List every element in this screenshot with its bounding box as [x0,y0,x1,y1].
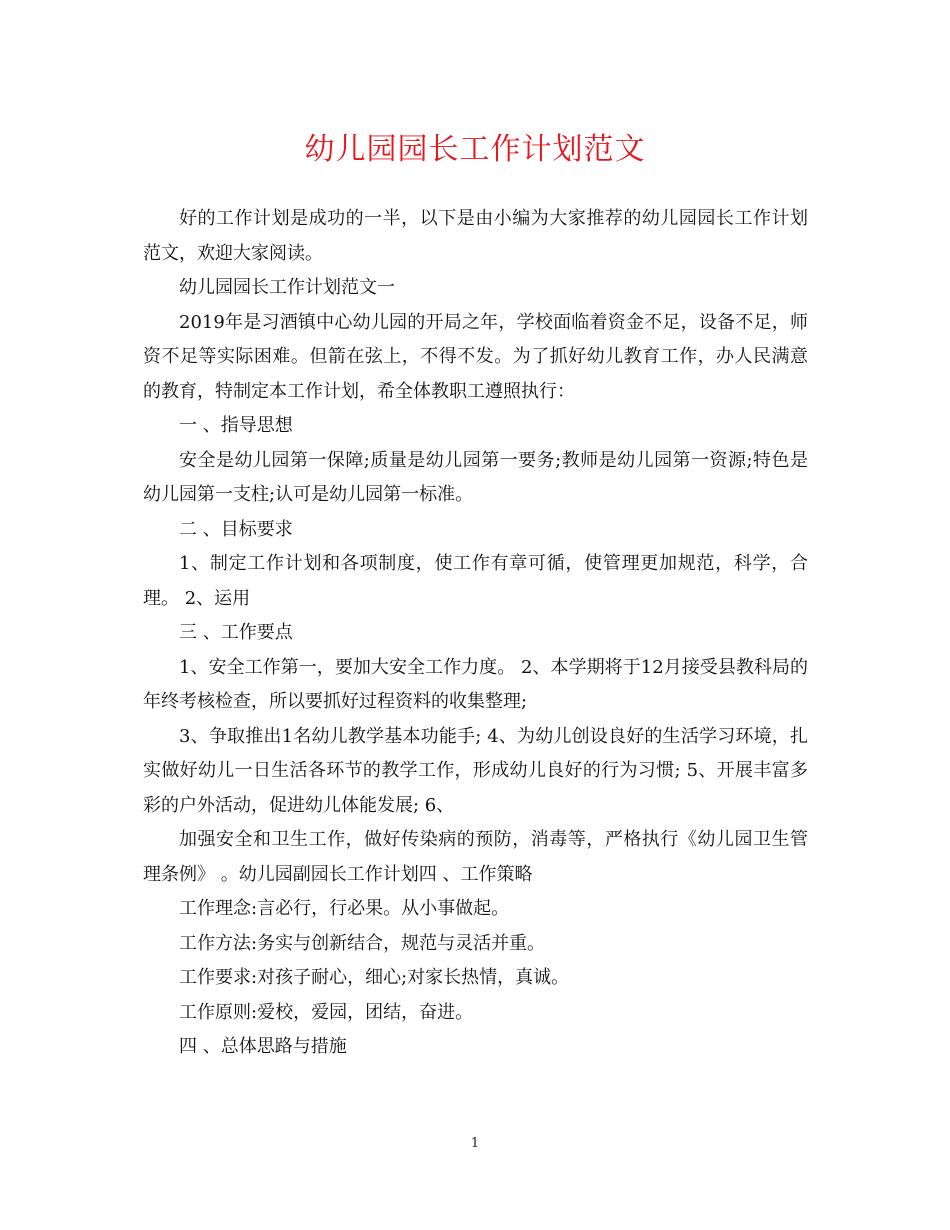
work-points-paragraph-2: 3、争取推出1名幼儿教学基本功能手; 4、为幼儿创设良好的生活学习环境，扎实做好幼儿一日生活各环节的教学工作，形成幼儿良好的行为习惯; 5、开展丰富多彩的户外活动，促进幼儿体能发展; 6、 [143,725,808,816]
heading-overall-approach: 四 、总体思路与措施 [179,1036,347,1057]
work-method-line: 工作方法:务实与创新结合，规范与灵活并重。 [179,932,546,954]
work-philosophy-line: 工作理念:言必行，行必果。从小事做起。 [179,898,510,919]
goals-paragraph: 1、制定工作计划和各项制度，使工作有章可循，使管理更加规范，科学，合理。 2、运用 [143,553,808,609]
guiding-ideology-paragraph: 安全是幼儿园第一保障;质量是幼儿园第一要务;教师是幼儿园第一资源;特色是幼儿园第一支柱;认可是幼儿园第一标准。 [143,449,808,505]
heading-work-points: 三 、工作要点 [179,622,293,643]
work-points-paragraph-3: 加强安全和卫生工作，做好传染病的预防，消毒等，严格执行《幼儿园卫生管理条例》 。幼儿园副园长工作计划四 、工作策略 [143,829,808,885]
work-points-paragraph-1: 1、安全工作第一，要加大安全工作力度。 2、本学期将于12月接受县教科局的年终考核检查，所以要抓好过程资料的收集整理; [143,656,808,712]
heading-guiding-ideology: 一 、指导思想 [179,415,293,436]
page-number: 1 [470,1136,480,1151]
work-requirements-line: 工作要求:对孩子耐心，细心;对家长热情，真诚。 [179,967,570,988]
background-paragraph: 2019年是习酒镇中心幼儿园的开局之年，学校面临着资金不足，设备不足，师资不足等实际困难。但箭在弦上，不得不发。为了抓好幼儿教育工作，办人民满意的教育，特制定本工作计划，希全体教职工遵照执行： [143,311,808,402]
work-principles-line: 工作原则:爱校，爱园，团结，奋进。 [179,1001,474,1023]
heading-goals: 二 、目标要求 [179,518,293,540]
section-heading-sample-one: 幼儿园园长工作计划范文一 [179,277,395,298]
document-body [143,202,808,1065]
intro-paragraph: 好的工作计划是成功的一半，以下是由小编为大家推荐的幼儿园园长工作计划范文，欢迎大家阅读。 [143,208,808,264]
page-title: 幼儿园园长工作计划范文 [304,132,646,167]
